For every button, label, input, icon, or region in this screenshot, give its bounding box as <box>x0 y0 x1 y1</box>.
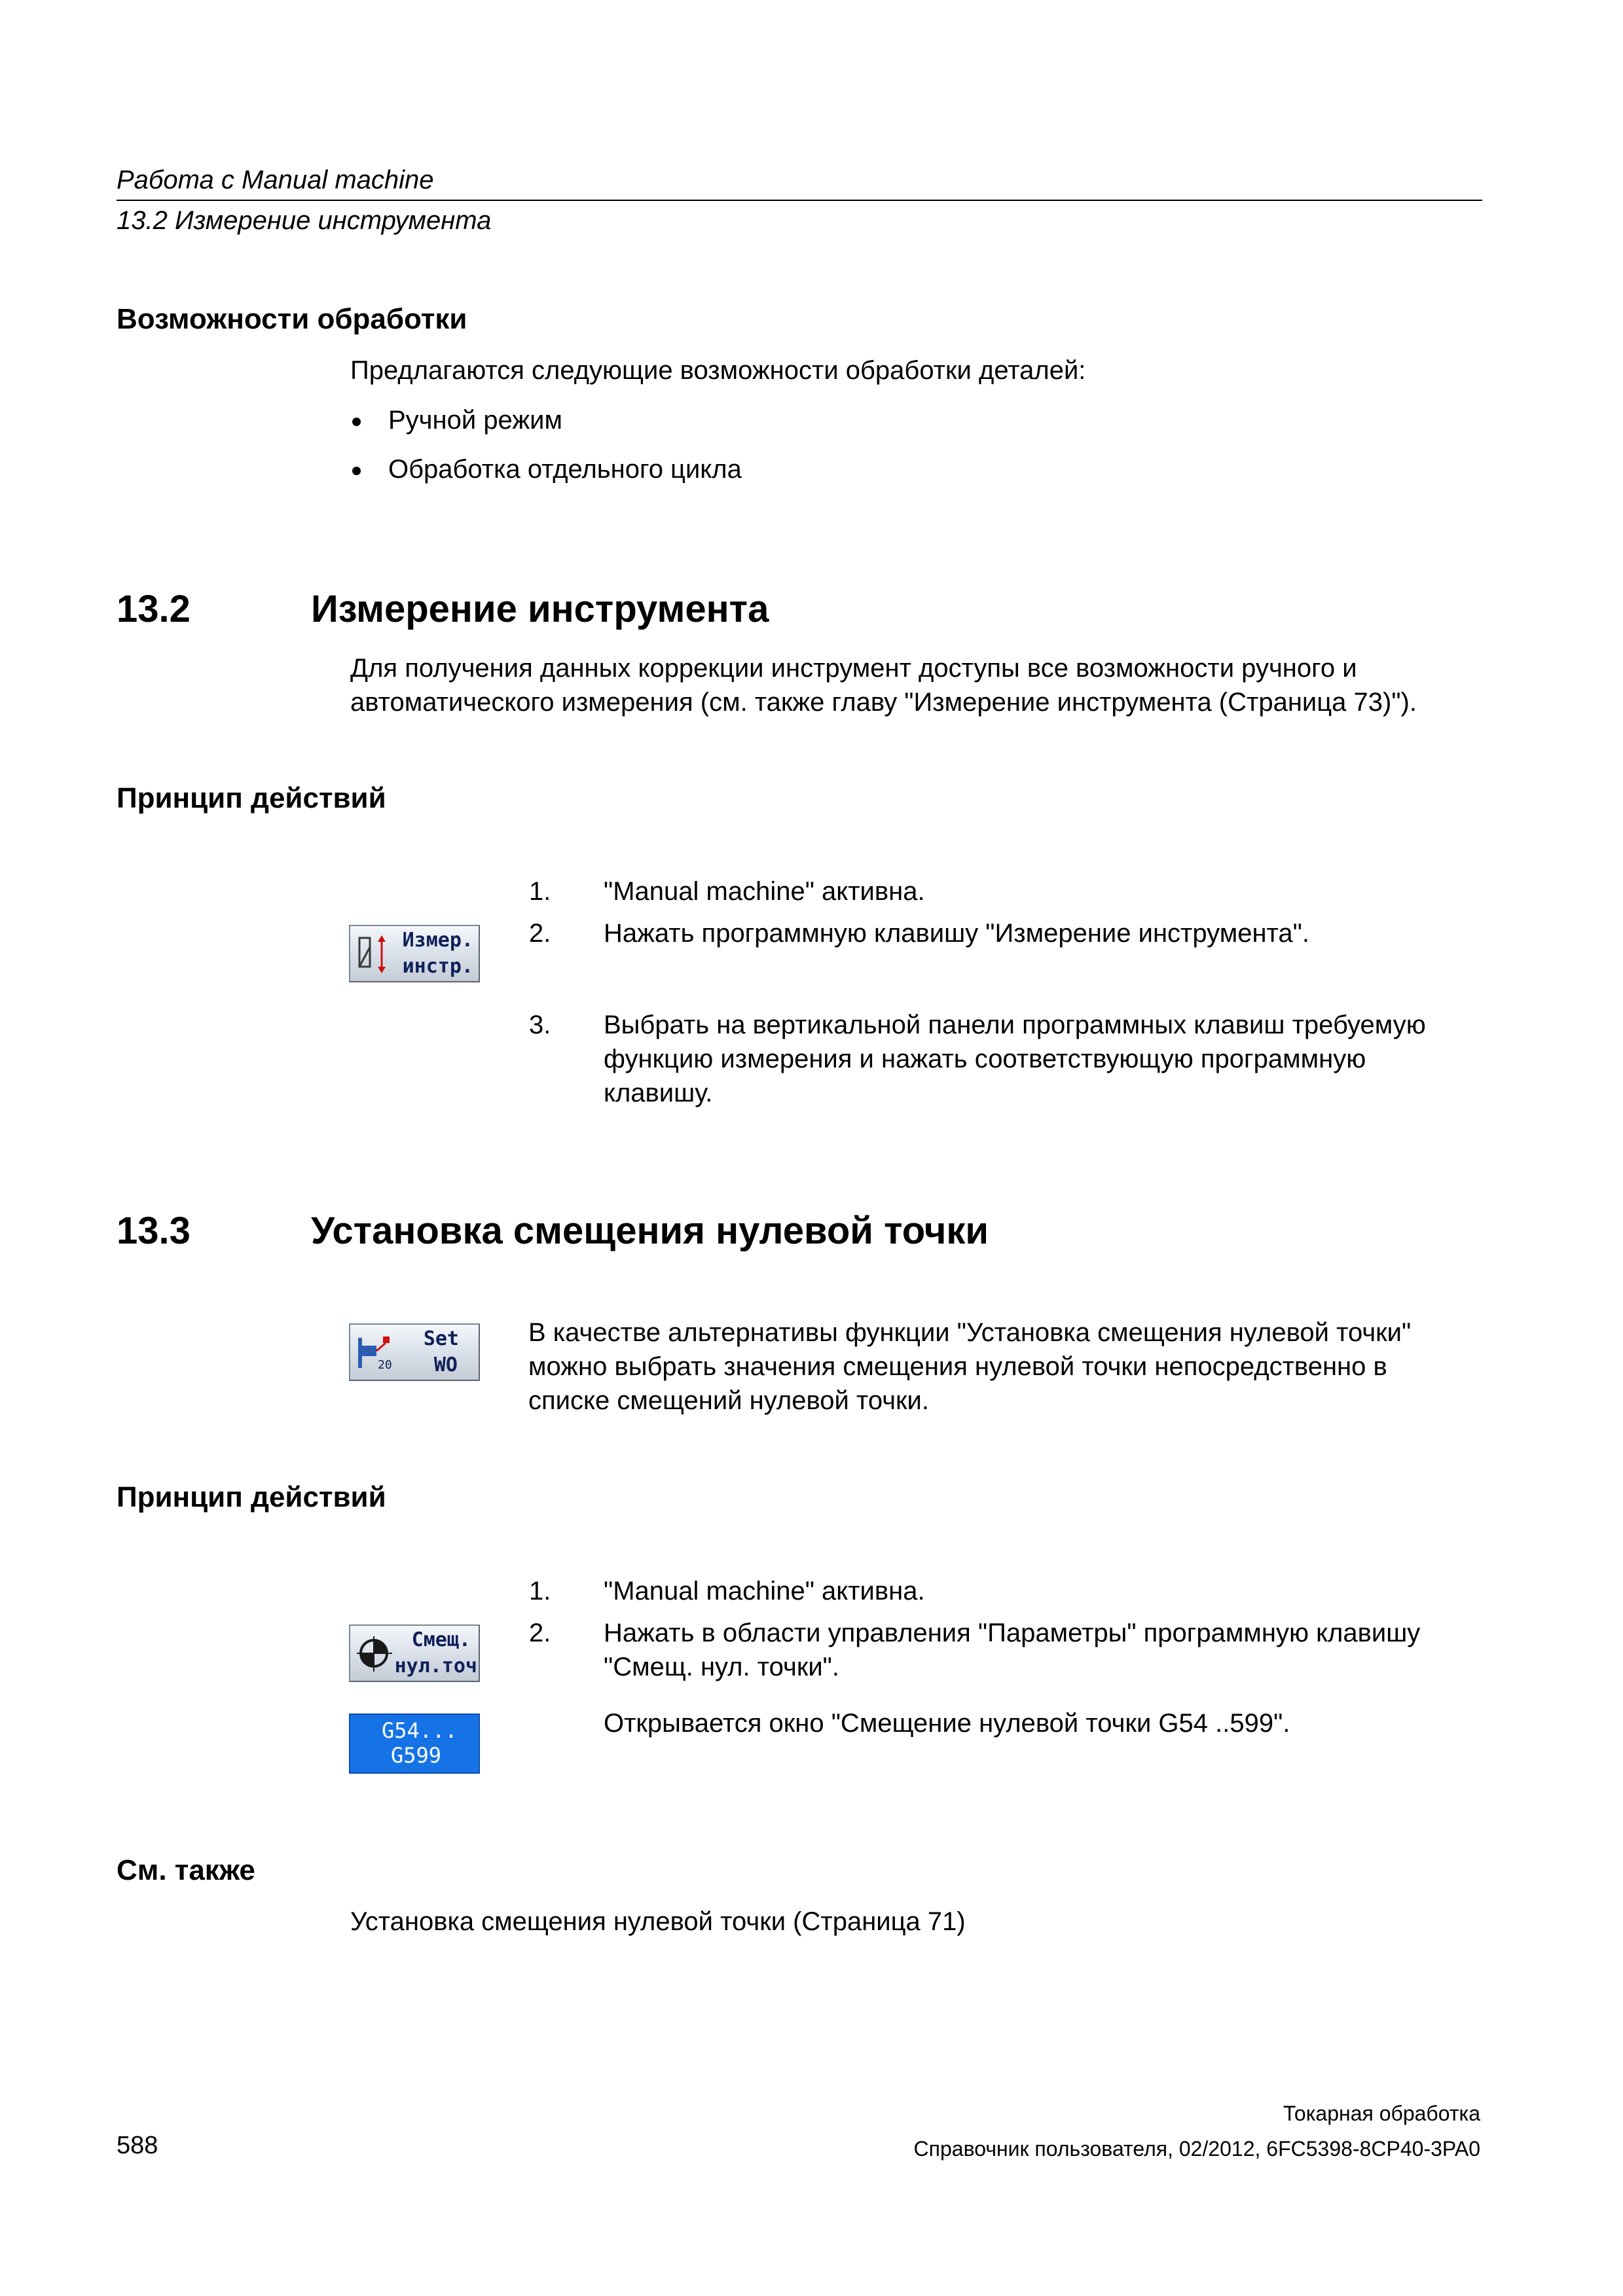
section-13-2-body-line-1: Для получения данных коррекции инструмент доступы все возможности ручного и <box>350 654 1357 683</box>
section-13-3-body-line-2: можно выбрать значения смещения нулевой точки непосредственно в <box>528 1352 1387 1381</box>
section-title-13-3: Установка смещения нулевой точки <box>311 1210 989 1252</box>
section-13-2-body-line-2: автоматического измерения (см. также главу "Измерение инструмента (Страница 73)"). <box>350 688 1417 717</box>
possibilities-intro: Предлагаются следующие возможности обработки деталей: <box>350 356 1086 385</box>
softkey-label: G54... <box>382 1718 458 1743</box>
header-divider <box>117 200 1482 201</box>
step-text: Выбрать на вертикальной панели программных клавиш требуемую <box>604 1011 1426 1039</box>
softkey-label: Set <box>423 1327 459 1350</box>
softkey-label: WO <box>433 1354 458 1376</box>
footer-doc-info: Справочник пользователя, 02/2012, 6FC5398-8CP40-3PA0 <box>913 2137 1480 2161</box>
running-header-section: 13.2 Измерение инструмента <box>117 206 492 235</box>
softkey-label: Смещ. <box>411 1628 471 1651</box>
possibilities-heading: Возможности обработки <box>117 303 467 335</box>
page-number: 588 <box>117 2132 158 2159</box>
section-number-13-3: 13.3 <box>117 1210 191 1252</box>
bullet-item-manual-mode: Ручной режим <box>388 406 562 435</box>
step-text: Нажать программную клавишу "Измерение инструмента". <box>604 919 1309 948</box>
step-number: 3. <box>529 1011 551 1039</box>
see-also-link[interactable]: Установка смещения нулевой точки (Страница 71) <box>350 1907 966 1936</box>
zero-offset-softkey[interactable] <box>349 1624 480 1682</box>
softkey-label: нул.точ <box>394 1655 477 1677</box>
g54-g599-softkey[interactable] <box>349 1713 480 1774</box>
section-13-3-body-line-3: списке смещений нулевой точки. <box>528 1386 929 1415</box>
softkey-label: G599 <box>391 1743 442 1768</box>
section-13-3-body-line-1: В качестве альтернативы функции "Установка смещения нулевой точки" <box>528 1318 1412 1347</box>
footer-product: Токарная обработка <box>1283 2102 1480 2125</box>
bullet-dot <box>352 467 361 475</box>
procedure-heading-13-3: Принцип действий <box>117 1481 386 1513</box>
section-number-13-2: 13.2 <box>117 588 191 630</box>
softkey-label: Измер. <box>402 929 473 952</box>
set-work-offset-softkey[interactable] <box>349 1323 480 1381</box>
step-text: Нажать в области управления "Параметры" программную клавишу <box>604 1619 1421 1647</box>
running-header-chapter: Работа с Manual machine <box>117 166 434 194</box>
see-also-heading: См. также <box>117 1854 255 1886</box>
bullet-item-single-cycle: Обработка отдельного цикла <box>388 455 742 484</box>
step-text: "Смещ. нул. точки". <box>604 1653 839 1681</box>
result-text: Открывается окно "Смещение нулевой точки G54 ..599". <box>604 1709 1290 1738</box>
tool-measure-softkey[interactable] <box>349 925 480 982</box>
step-text: "Manual machine" активна. <box>604 877 925 906</box>
tool-measure-icon <box>357 934 393 975</box>
step-text: клавишу. <box>604 1079 713 1107</box>
procedure-heading-13-2: Принцип действий <box>117 782 386 814</box>
step-text: "Manual machine" активна. <box>604 1577 925 1605</box>
step-number: 1. <box>529 877 551 906</box>
step-text: функцию измерения и нажать соответствующую программную <box>604 1045 1366 1073</box>
softkey-label: инстр. <box>402 955 473 978</box>
work-offset-icon-value: 20 <box>378 1358 392 1372</box>
section-title-13-2: Измерение инструмента <box>311 588 769 630</box>
zero-offset-crosshair-icon <box>357 1634 393 1674</box>
step-number: 2. <box>529 919 551 948</box>
step-number: 1. <box>529 1577 551 1605</box>
step-number: 2. <box>529 1619 551 1647</box>
bullet-dot <box>352 418 361 426</box>
